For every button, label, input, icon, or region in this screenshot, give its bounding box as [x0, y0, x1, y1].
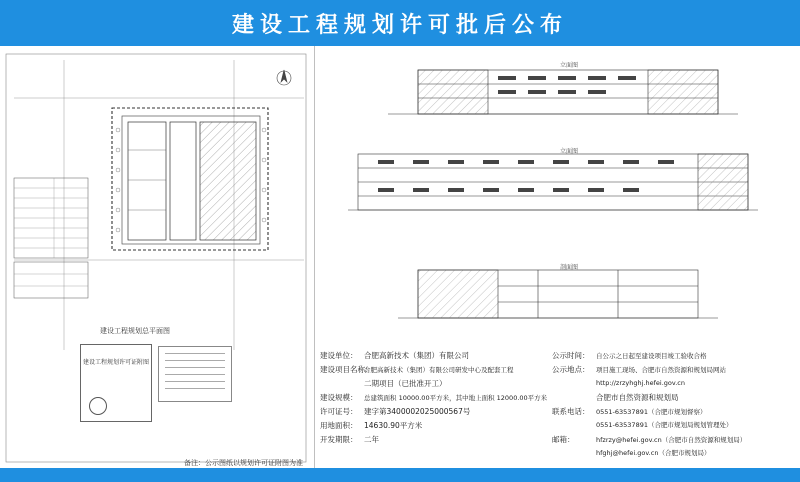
project-info [320, 350, 796, 462]
elevation-label-2: 立面图 [560, 148, 579, 155]
info-label: 用地面积： [320, 421, 358, 430]
info-value: 合肥市自然资源和规划局 [596, 393, 679, 402]
info-value: 合肥高新技术（集团）有限公司 [364, 351, 469, 360]
info-value: 合肥高新技术（集团）有限公司研发中心及配套工程 [364, 366, 514, 374]
site-plan-drawing [4, 50, 310, 466]
info-value: 建字第3400002025000567号 [364, 407, 471, 416]
left-bottom-caption: 备注：公示图纸以规划许可证附图为准 [184, 459, 303, 467]
sheet-divider [314, 46, 315, 468]
info-value: 0551-63537891（合肥市规划局规划管理处） [596, 421, 733, 429]
info-value: 二期项目（已批准开工） [364, 379, 447, 388]
page-title: 建设工程规划许可批后公布 [231, 12, 568, 38]
info-value: 0551-63537891（合肥市规划督察） [596, 408, 707, 416]
approval-info-card [158, 346, 232, 402]
info-label: 建设规模： [320, 393, 358, 402]
info-label: 建设项目名称： [320, 365, 373, 374]
info-value: 自公示之日起至建设项目竣工验收合格 [596, 352, 707, 360]
info-label: 建设单位： [320, 351, 358, 360]
footer-strip [0, 468, 800, 482]
section-label: 剖面图 [560, 264, 579, 271]
seal-icon [89, 397, 107, 415]
info-label: 许可证号： [320, 407, 358, 416]
elevation-label-1: 立面图 [560, 62, 579, 69]
elevation-drawings [318, 50, 796, 340]
info-value: 总建筑面积 10000.00平方米，其中地上面积 12000.00平方米 [364, 394, 548, 402]
info-value: 二年 [364, 435, 379, 444]
info-value: 项目施工现场、合肥市自然资源和规划局网站 [596, 366, 726, 374]
info-label: 公示地点： [552, 365, 590, 374]
info-link[interactable]: hfghj@hefei.gov.cn（合肥市规划局） [596, 449, 711, 457]
info-label: 公示时间： [552, 351, 590, 360]
permit-stamp-box [80, 344, 152, 422]
info-link[interactable]: http://zrzyhghj.hefei.gov.cn [596, 379, 685, 387]
info-label: 开发期限： [320, 435, 358, 444]
header-banner [0, 0, 800, 46]
info-label: 邮箱： [552, 435, 575, 444]
info-link[interactable]: hfzrzy@hefei.gov.cn（合肥市自然资源和规划局） [596, 436, 747, 444]
info-label: 联系电话： [552, 407, 590, 416]
info-value: 14630.90平方米 [364, 421, 423, 430]
stamp-title: 建设工程规划许可证附图 [82, 359, 149, 366]
site-plan-caption: 建设工程规划总平面图 [100, 327, 170, 335]
